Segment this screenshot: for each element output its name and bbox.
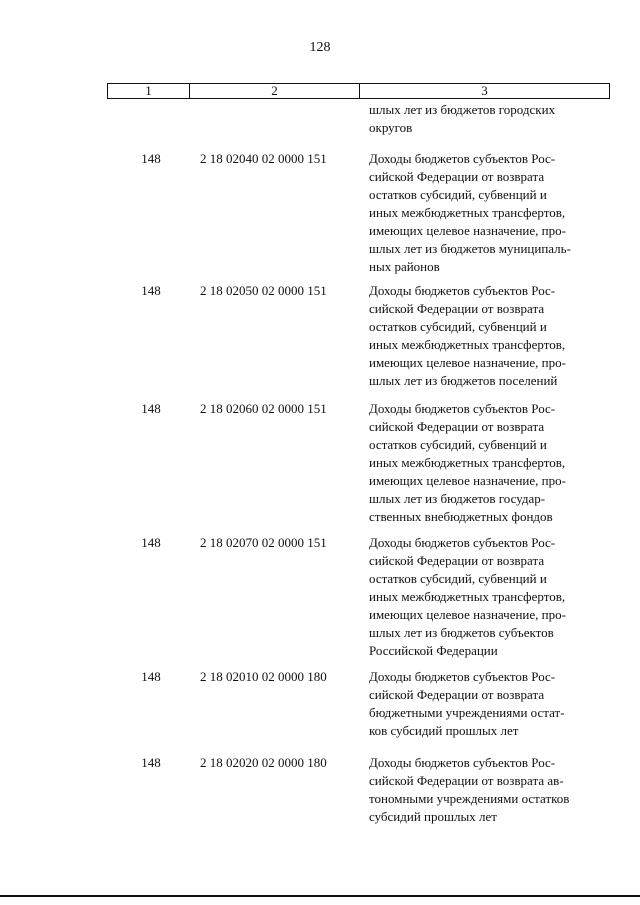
desc-line: ственных внебюджетных фондов (369, 509, 553, 524)
desc-line: сийской Федерации от возврата (369, 553, 545, 568)
desc-line: имеющих целевое назначение, про- (369, 223, 566, 238)
desc-line: сийской Федерации от возврата (369, 169, 545, 184)
desc-line: шлых лет из бюджетов муниципаль- (369, 241, 571, 256)
header-col-3: 3 (481, 83, 488, 98)
admin-code: 148 (141, 535, 161, 550)
desc-line: имеющих целевое назначение, про- (369, 607, 566, 622)
desc-line: сийской Федерации от возврата ав- (369, 773, 564, 788)
desc-line: Доходы бюджетов субъектов Рос- (369, 401, 556, 416)
desc-line: сийской Федерации от возврата (369, 687, 545, 702)
admin-code: 148 (141, 401, 161, 416)
budget-code: 2 18 02010 02 0000 180 (200, 669, 327, 684)
desc-line: Российской Федерации (369, 643, 498, 658)
budget-code: 2 18 02040 02 0000 151 (200, 151, 327, 166)
budget-code: 2 18 02020 02 0000 180 (200, 755, 327, 770)
desc-line: бюджетными учреждениями остат- (369, 705, 565, 720)
row-description (369, 534, 609, 660)
bottom-divider (0, 895, 640, 897)
desc-line: Доходы бюджетов субъектов Рос- (369, 283, 556, 298)
row-description (369, 668, 609, 740)
table-header (107, 83, 610, 99)
desc-line: имеющих целевое назначение, про- (369, 355, 566, 370)
desc-line: имеющих целевое назначение, про- (369, 473, 566, 488)
continued-line: шлых лет из бюджетов городских (369, 102, 556, 117)
continued-description (369, 101, 609, 137)
continued-line: округов (369, 120, 413, 135)
desc-line: остатков субсидий, субвенций и (369, 571, 547, 586)
row-description (369, 282, 609, 390)
row-description (369, 150, 609, 276)
desc-line: тономными учреждениями остатков (369, 791, 570, 806)
admin-code: 148 (141, 669, 161, 684)
desc-line: иных межбюджетных трансфертов, (369, 205, 566, 220)
desc-line: сийской Федерации от возврата (369, 419, 545, 434)
desc-line: ных районов (369, 259, 440, 274)
desc-line: иных межбюджетных трансфертов, (369, 589, 566, 604)
desc-line: остатков субсидий, субвенций и (369, 319, 547, 334)
desc-line: шлых лет из бюджетов государ- (369, 491, 546, 506)
desc-line: Доходы бюджетов субъектов Рос- (369, 151, 556, 166)
budget-code: 2 18 02060 02 0000 151 (200, 401, 327, 416)
desc-line: иных межбюджетных трансфертов, (369, 455, 566, 470)
desc-line: остатков субсидий, субвенций и (369, 437, 547, 452)
budget-code: 2 18 02050 02 0000 151 (200, 283, 327, 298)
page-number: 128 (309, 40, 331, 55)
desc-line: сийской Федерации от возврата (369, 301, 545, 316)
budget-code: 2 18 02070 02 0000 151 (200, 535, 327, 550)
desc-line: ков субсидий прошлых лет (369, 723, 519, 738)
admin-code: 148 (141, 755, 161, 770)
admin-code: 148 (141, 151, 161, 166)
desc-line: шлых лет из бюджетов субъектов (369, 625, 554, 640)
row-description (369, 400, 609, 526)
row-description (369, 754, 609, 826)
desc-line: иных межбюджетных трансфертов, (369, 337, 566, 352)
desc-line: Доходы бюджетов субъектов Рос- (369, 669, 556, 684)
desc-line: Доходы бюджетов субъектов Рос- (369, 755, 556, 770)
desc-line: остатков субсидий, субвенций и (369, 187, 547, 202)
admin-code: 148 (141, 283, 161, 298)
desc-line: Доходы бюджетов субъектов Рос- (369, 535, 556, 550)
desc-line: шлых лет из бюджетов поселений (369, 373, 558, 388)
header-col-1: 1 (108, 84, 190, 98)
desc-line: субсидий прошлых лет (369, 809, 497, 824)
header-col-2: 2 (190, 84, 360, 98)
